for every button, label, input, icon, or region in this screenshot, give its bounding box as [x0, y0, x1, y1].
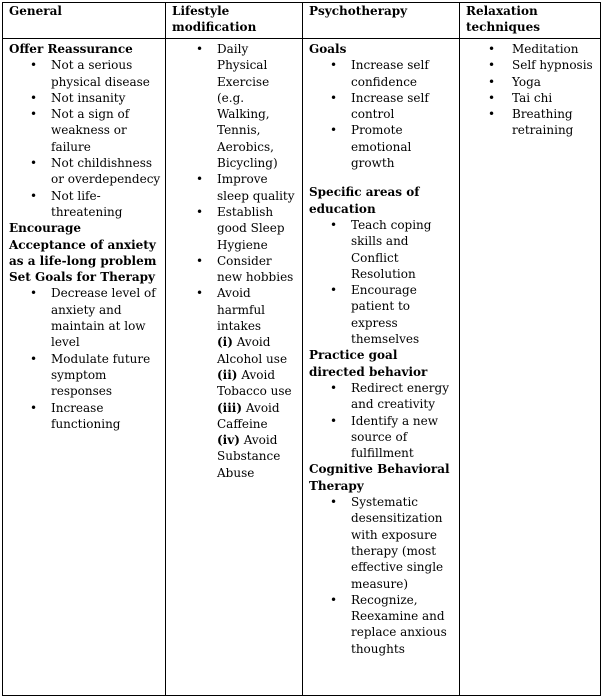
header-psychotherapy: Psychotherapy	[303, 3, 460, 39]
avoid-sub-item	[217, 367, 299, 400]
list-item: • Establish good Sleep Hygiene	[217, 204, 299, 253]
practice-list	[309, 380, 456, 461]
relaxation-cell	[460, 39, 601, 696]
practice-heading: Practice goal directed behavior	[309, 348, 428, 379]
list-item: • Systematic desensitization with exposure therapy (most effective single measure)	[351, 494, 456, 592]
list-item: • Not life-threatening	[51, 188, 162, 221]
cbt-list	[309, 494, 456, 657]
psych-goals-list	[309, 57, 456, 171]
list-item: • Self hypnosis	[512, 57, 597, 73]
list-item: • Daily Physical Exercise (e.g. Walking, Tennis, Aerobics, Bicycling)	[217, 41, 299, 171]
therapy-goals-list	[9, 285, 162, 432]
list-item: • Improve sleep quality	[217, 171, 299, 204]
list-item: • Increase self control	[351, 90, 456, 123]
list-item: • Recognize, Reexamine and replace anxious thoughts	[351, 592, 456, 657]
header-row	[3, 3, 601, 39]
list-item: • Decrease level of anxiety and maintain at low level	[51, 285, 162, 350]
sub-number: (iii)	[217, 400, 243, 415]
list-item: • Modulate future symptom responses	[51, 351, 162, 400]
general-cell	[3, 39, 166, 696]
sub-text: Avoid Tobacco use	[217, 367, 292, 399]
avoid-sub-item	[217, 432, 299, 481]
lifestyle-cell	[166, 39, 303, 696]
list-item: • Encourage patient to express themselves	[351, 282, 456, 347]
relaxation-list	[466, 41, 597, 139]
list-item: • Increase functioning	[51, 400, 162, 433]
list-item: • Identify a new source of fulfillment	[351, 413, 456, 462]
encourage-acceptance-heading: Encourage Acceptance of anxiety as a life-long problem	[9, 221, 157, 268]
list-item: • Breathing retraining	[512, 106, 597, 139]
avoid-intakes-label: Avoid harmful intakes	[217, 286, 266, 334]
sub-number: (ii)	[217, 367, 238, 382]
list-item: • Increase self confidence	[351, 57, 456, 90]
list-item: • Teach coping skills and Conflict Resolution	[351, 217, 456, 282]
goals-heading: Goals	[309, 42, 347, 56]
content-row	[3, 39, 601, 696]
sub-text: Avoid Alcohol use	[217, 335, 288, 366]
header-general: General	[3, 3, 166, 39]
header-relaxation: Relaxation techniques	[460, 3, 601, 39]
sub-text: Avoid Caffeine	[217, 400, 280, 431]
cbt-heading: Cognitive Behavioral Therapy	[309, 462, 450, 493]
sub-number: (iv)	[217, 433, 240, 448]
list-item: • Meditation	[512, 41, 597, 57]
header-lifestyle: Lifestyle modification	[166, 3, 303, 39]
list-item: • Not childishness or overdependecy	[51, 155, 162, 188]
anxiety-management-table	[2, 2, 601, 696]
offer-reassurance-heading: Offer Reassurance	[9, 42, 133, 56]
sub-number: (i)	[217, 335, 233, 350]
list-item: • Promote emotional growth	[351, 122, 456, 171]
list-item: • Not a serious physical disease	[51, 57, 162, 90]
reassurance-list	[9, 57, 162, 220]
education-list	[309, 217, 456, 347]
lifestyle-list	[172, 41, 299, 481]
list-item: • Not a sign of weakness or failure	[51, 106, 162, 155]
list-item: • Redirect energy and creativity	[351, 380, 456, 413]
list-item: • Tai chi	[512, 90, 597, 106]
avoid-sub-item	[217, 334, 299, 367]
psychotherapy-cell	[303, 39, 460, 696]
list-item: • Not insanity	[51, 90, 162, 106]
sub-text: Avoid Substance Abuse	[217, 433, 281, 480]
list-item: • Yoga	[512, 74, 597, 90]
set-goals-heading: Set Goals for Therapy	[9, 270, 155, 285]
list-item	[217, 285, 299, 481]
avoid-sub-item	[217, 400, 299, 433]
list-item: • Consider new hobbies	[217, 253, 299, 286]
education-heading: Specific areas of education	[309, 185, 420, 216]
